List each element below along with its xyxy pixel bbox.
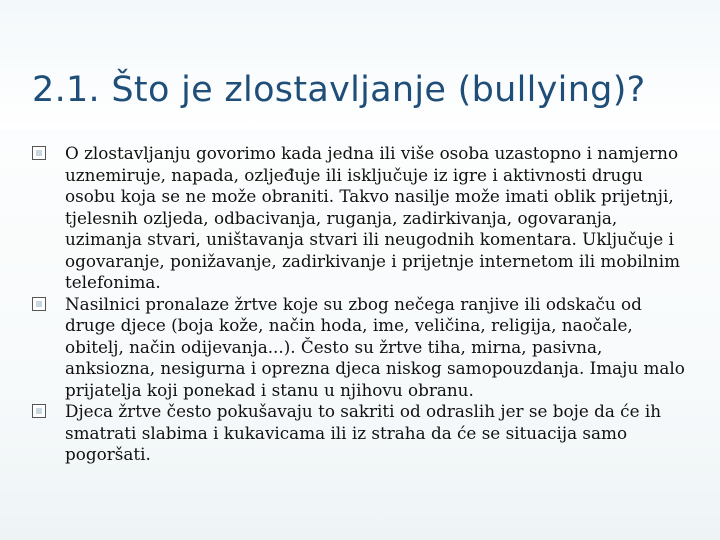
square-bullet-icon (32, 404, 46, 418)
square-bullet-icon (32, 297, 46, 311)
bullet-text: Nasilnici pronalaze žrtve koje su zbog nečega ranjive ili odskaču od druge djece (boja kože, način hoda, ime, veličina, religija, naočale, obitelj, način odijevanja...). Često su žrtve tiha, mirna, pasivna, anksiozna, nesigurna i oprezna djeca niskog samopouzdanja. Imaju malo prijatelja koji ponekad i stanu u njihovu obranu. (65, 293, 685, 400)
bullet-item (30, 401, 690, 466)
title-area (0, 0, 720, 130)
bullet-item (30, 143, 690, 294)
bullet-list (30, 143, 690, 466)
square-bullet-icon (32, 146, 46, 160)
bullet-item (30, 294, 690, 402)
bullet-text: O zlostavljanju govorimo kada jedna ili više osoba uzastopno i namjerno uznemiruje, napada, ozljeđuje ili isključuje iz igre i aktivnosti drugu osobu koja se ne može obraniti. Takvo nasilje može imati oblik prijetnji, tjelesnih ozljeda, odbacivanja, ruganja, zadirkivanja, ogovaranja, uzimanja stvari, uništavanja stvari ili neugodnih komentara. Uključuje i ogovaranje, ponižavanje, zadirkivanje i prijetnje internetom ili mobilnim telefonima. (65, 143, 681, 292)
slide-title: 2.1. Što je zlostavljanje (bullying)? (32, 70, 646, 110)
bullet-text: Djeca žrtve često pokušavaju to sakriti od odraslih jer se boje da će ih smatrati slabima i kukavicama ili iz straha da će se situacija samo pogoršati. (65, 401, 662, 464)
